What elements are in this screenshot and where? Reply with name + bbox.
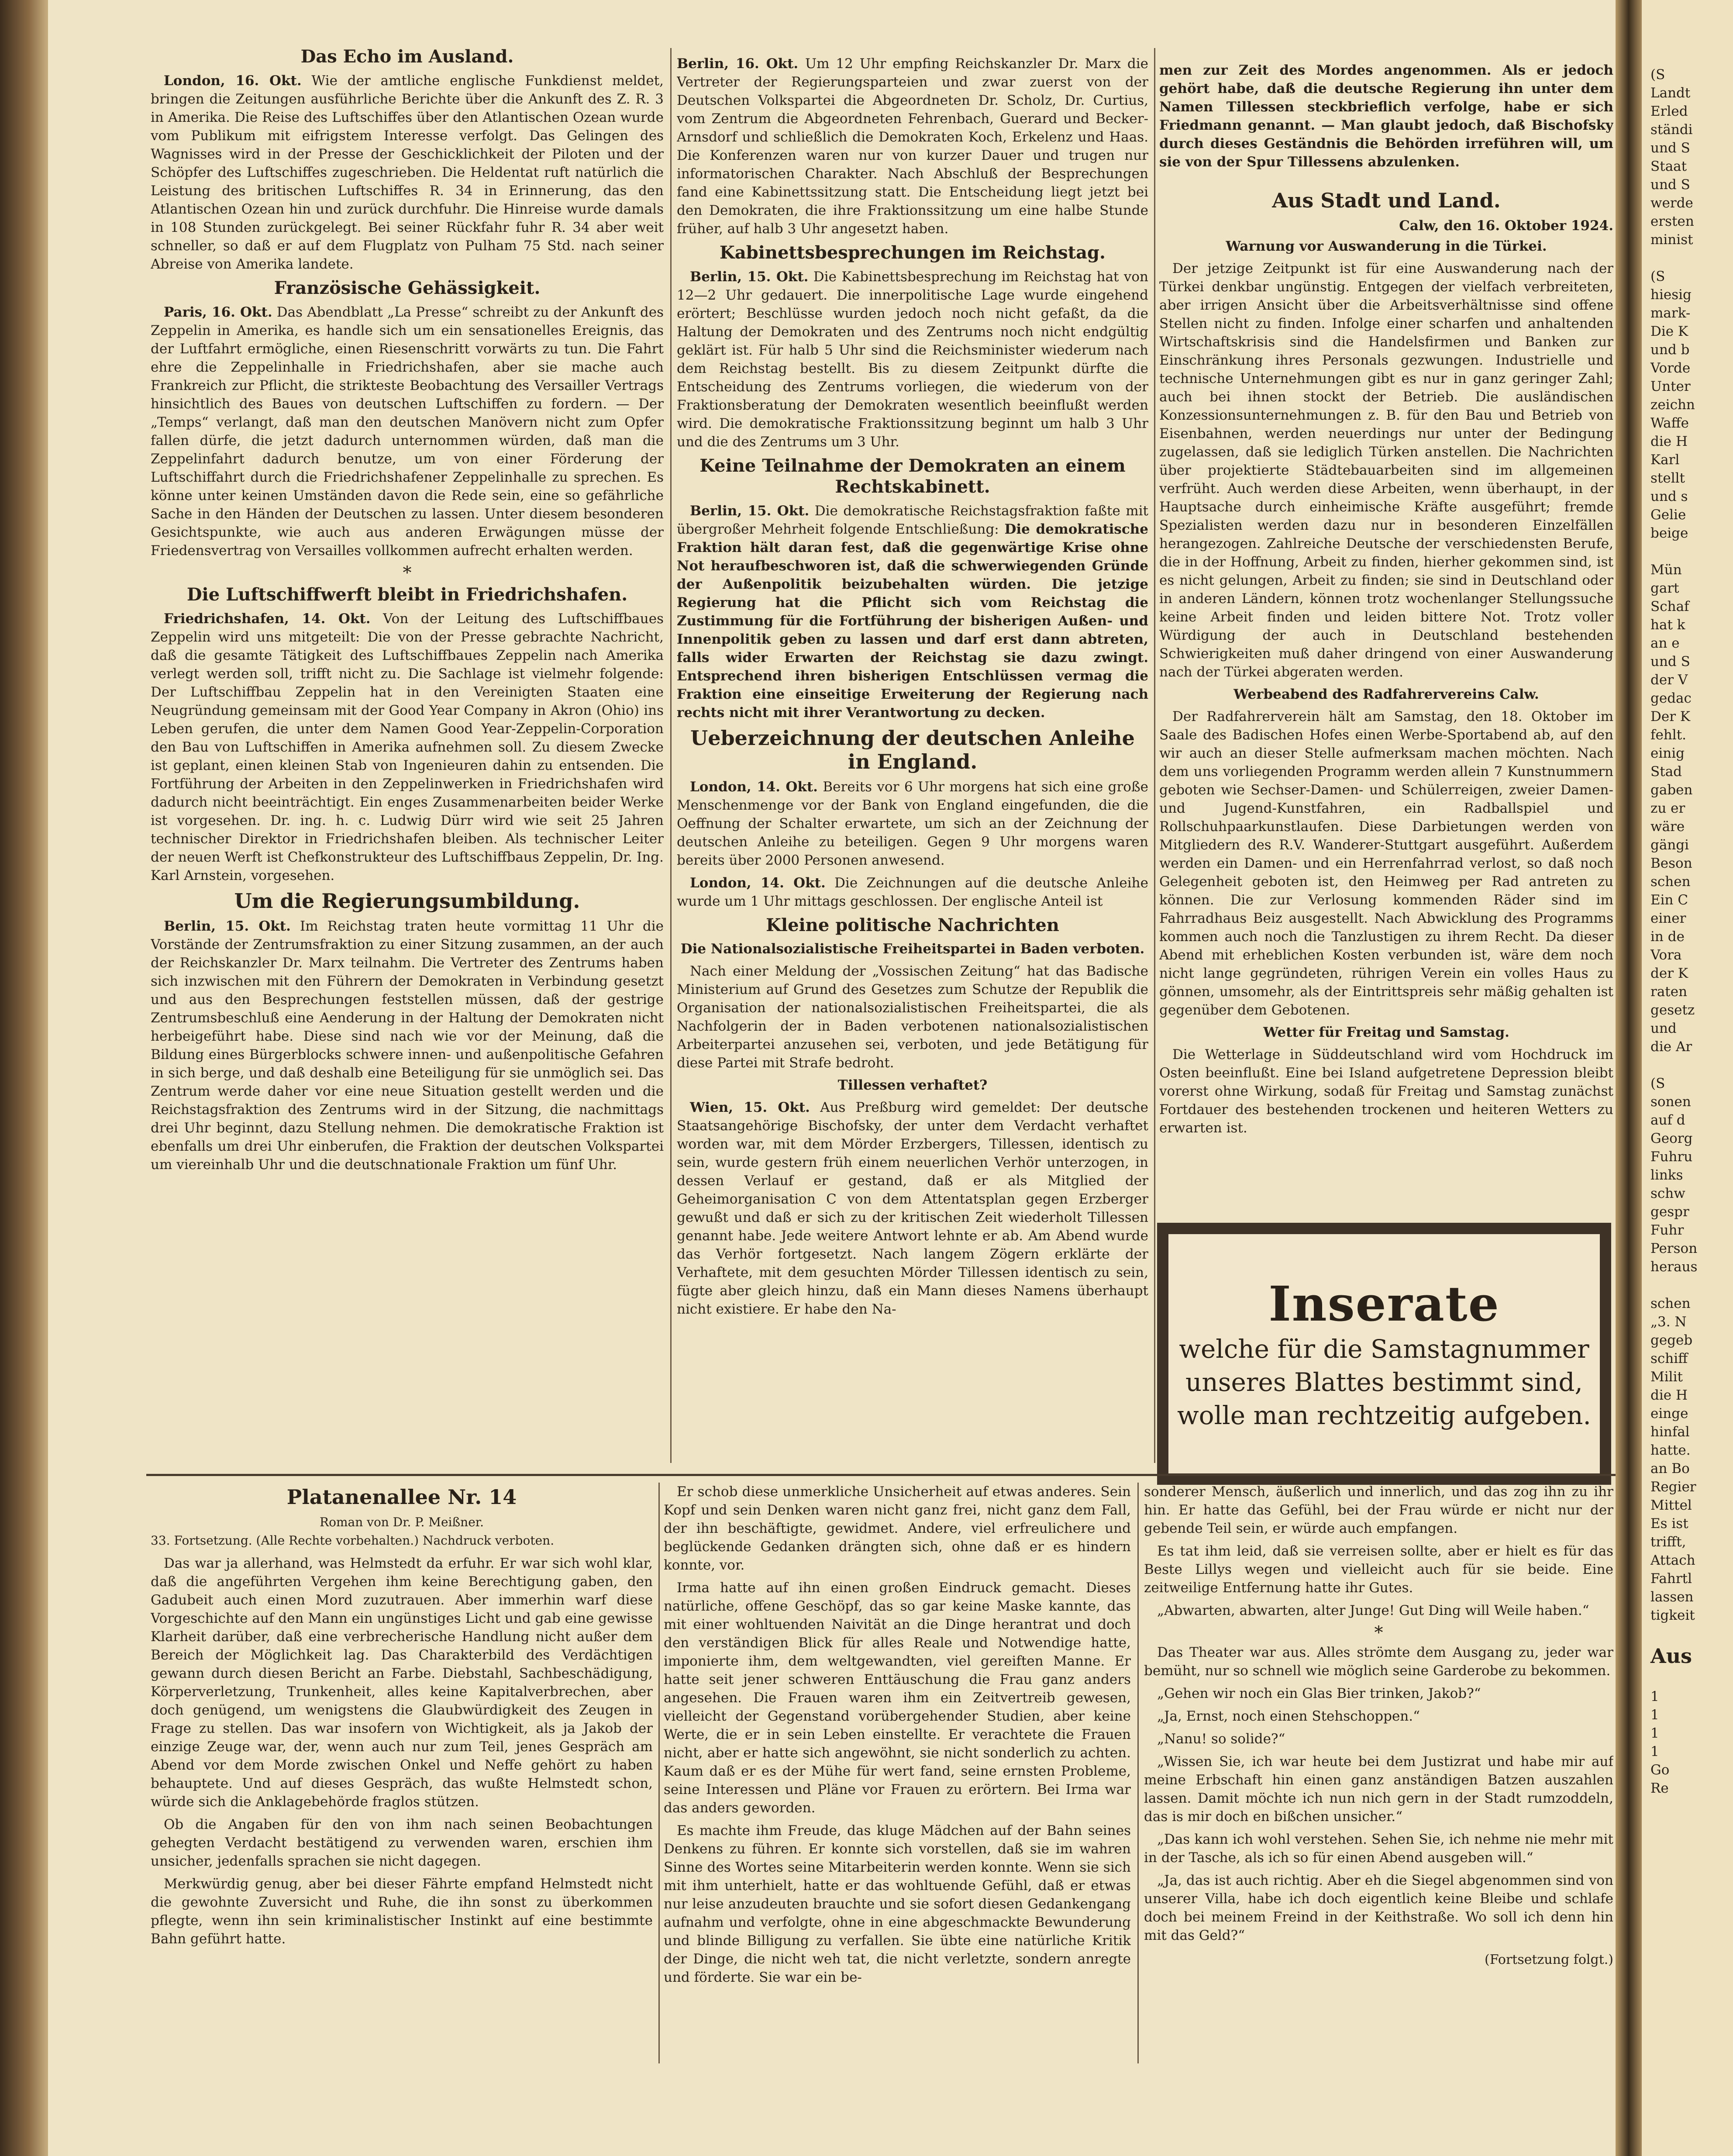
- article-berlin: [677, 55, 1148, 238]
- adjacent-page-line: wäre: [1650, 819, 1685, 835]
- dateline: Berlin, 15. Okt.: [164, 918, 291, 934]
- adjacent-page-line: gaben: [1650, 782, 1693, 798]
- adjacent-page-line: einge: [1650, 1406, 1688, 1421]
- adjacent-page-line: gart: [1650, 580, 1679, 596]
- adjacent-page-line: Gelie: [1650, 507, 1686, 523]
- article-baden: Nach einer Meldung der „Vossischen Zeitung“ hat das Badische Ministerium auf Grund des Gesetzes zum Schutze der Republik die Organisation der nationalsozialistischen Freiheitspartei, die als Nachfolgerin der in Baden verbotenen nationalsozialistischen Arbeiterpartei anzusehen sei, verboten, und jede Betätigung für diese Partei mit Strafe bedroht.: [677, 963, 1148, 1071]
- adjacent-page-line: zeichn: [1650, 397, 1695, 413]
- adjacent-page-line: zu er: [1650, 800, 1685, 816]
- article-kabinett: [677, 268, 1148, 451]
- adjacent-page-line: und b: [1650, 342, 1690, 358]
- newspaper-page: [48, 0, 1616, 2156]
- adjacent-page-line: Mittel: [1650, 1497, 1692, 1513]
- novel-paragraph: „Gehen wir noch ein Glas Bier trinken, Jakob?“: [1157, 1686, 1481, 1701]
- adjacent-page-line: 1: [1650, 1707, 1659, 1723]
- novel-column-1: [151, 1483, 653, 2063]
- adjacent-page-line: stellt: [1650, 470, 1685, 486]
- novel-paragraph: Er schob diese unmerkliche Unsicherheit auf etwas anderes. Sein Kopf und sein Denken waren nicht ganz frei, nicht ganz dem Fall, der ihn beschäftigte, gewidmet. Andere, viel erfreulichere und beglückende Gedanken drängten sich, ohne daß er es hindern konnte, vor.: [664, 1484, 1131, 1573]
- adjacent-page-line: [1650, 1625, 1733, 1643]
- advertisement-box: [1157, 1223, 1611, 1485]
- headline-umbildung: Um die Regierungsumbildung.: [234, 889, 580, 913]
- adjacent-page-line: Ein C: [1650, 892, 1688, 908]
- adjacent-page-line: gängi: [1650, 837, 1689, 853]
- column-3: [1159, 61, 1613, 1214]
- adjacent-page-line: und S: [1650, 177, 1690, 193]
- adjacent-page-line: gedac: [1650, 690, 1692, 706]
- adjacent-page-line: [1650, 542, 1733, 561]
- novel-paragraph: Das war ja allerhand, was Helmstedt da erfuhr. Er war sich wohl klar, daß die angeführten Vergehen ihm keine Berechtigung gaben, den Gadubeit auch einen Mord zuzutrauen. Aber immerhin warf diese Vorgeschichte auf den Mann ein ungünstiges Licht und gab eine gewisse Klarheit darüber, daß eine verbrecherische Handlung nicht außer dem Bereich der Möglichkeit lag. Das Charakterbild des Verdächtigen gewann durch diesen Bericht an Farbe. Diebstahl, Sachbeschädigung, Körperverletzung, Trunkenheit, alles keine Kapitalverbrechen, aber doch genügend, um wenigstens die Glaubwürdigkeit des Zeugen in Frage zu stellen. Das war insofern von Wichtigkeit, als ja Jakob der einzige Zeuge war, der, wenn auch nur zum Teil, jenes Gespräch am Abend vor dem Morde zwischen Onkel und Neffe gehört zu haben behauptete. Und auf dieses Gespräch, das wußte Helmstedt schon, würde sich die Anklagebehörde fraglos stützen.: [151, 1556, 653, 1810]
- adjacent-page-line: und: [1650, 1021, 1677, 1036]
- adjacent-page-line: minist: [1650, 232, 1693, 248]
- adjacent-page-line: gesetz: [1650, 1002, 1695, 1018]
- subheadline-tillessen: Tillessen verhaftet?: [837, 1077, 988, 1093]
- adjacent-page-line: Die K: [1650, 324, 1688, 339]
- adjacent-page-text: [1642, 0, 1733, 1797]
- adjacent-page-line: Beson: [1650, 856, 1692, 871]
- adjacent-page-line: Georg: [1650, 1131, 1693, 1146]
- headline-kleine-nachrichten: Kleine politische Nachrichten: [766, 915, 1059, 935]
- adjacent-page-line: Vora: [1650, 947, 1682, 963]
- article-text: Um 12 Uhr empfing Reichskanzler Dr. Marx die Vertreter der Regierungsparteien und zwar zuerst von der Deutschen Volkspartei die Abgeordneten Dr. Scholz, Dr. Curtius, vom Zentrum die Abgeordneten Fehrenbach, Guerard und Becker-Arnsdorf und schließlich die Demokraten Koch, Erkelenz und Haas. Die Konferenzen waren nur von kurzer Dauer und trugen nur informatorischen Charakter. Nach Abschluß der Besprechungen fand eine Kabinettssitzung statt. Die Entscheidung liegt jetzt bei den Demokraten, die ihre Fraktionssitzung um eine halbe Stunde früher, auf halb 3 Uhr angesetzt haben.: [677, 56, 1148, 237]
- adjacent-page-line: [1650, 1276, 1733, 1294]
- ad-text: welche für die Samstagnummer unseres Blattes bestimmt sind, wolle man rechtzeitig aufgeben.: [1177, 1334, 1591, 1430]
- column-rule: [670, 48, 672, 1463]
- adjacent-page-fragment: [1642, 0, 1733, 2156]
- adjacent-page-line: Milit: [1650, 1369, 1683, 1385]
- adjacent-page-line: Erled: [1650, 103, 1688, 119]
- adjacent-page-line: gespr: [1650, 1204, 1689, 1220]
- adjacent-page-line: hatte.: [1650, 1442, 1691, 1458]
- adjacent-page-line: schen: [1650, 1296, 1691, 1311]
- adjacent-page-line: einig: [1650, 745, 1685, 761]
- article-wetter: Die Wetterlage in Süddeutschland wird vom Hochdruck im Osten beeinflußt. Eine bei Island aufgetretene Depression bleibt vorerst ohne Wirkung, sodaß für Freitag und Samstag zunächst Fortdauer des bestehenden trockenen und heiteren Wetters zu erwarten ist.: [1159, 1047, 1613, 1136]
- adjacent-page-line: Landt: [1650, 85, 1691, 101]
- adjacent-page-line: hiesig: [1650, 287, 1692, 303]
- adjacent-page-line: Go: [1650, 1762, 1670, 1778]
- dateline: Berlin, 15. Okt.: [690, 269, 809, 285]
- novel-paragraph: Irma hatte auf ihn einen großen Eindruck gemacht. Dieses natürliche, offene Geschöpf, das so gar keine Maske kannte, das mit einer wohltuenden Naivität an die Dinge herantrat und doch den verständigen Blick für alles Reale und Notwendige hatte, imponierte ihm, dem weltgewandten, viel gereiften Manne. Er hatte seit jener schweren Enttäuschung die Frau ganz anders angesehen. Die Frauen waren ihm ein Zeitvertreib gewesen, vielleicht der Gegenstand vorübergehender Studien, aber keine Werte, die er in sein Leben einstellte. Er verachtete die Frauen nicht, aber er hatte sich angewöhnt, sie nicht sonderlich zu achten. Kaum daß er es der Mühe für wert fand, seine ernsten Probleme, seine Interessen und Pläne vor Frauen zu erörtern. Bei Irma war das anders geworden.: [664, 1580, 1131, 1816]
- adjacent-page-line: fehlt.: [1650, 727, 1687, 743]
- adjacent-page-line: Attach: [1650, 1552, 1695, 1568]
- dateline: London, 14. Okt.: [690, 779, 818, 795]
- feuilleton-divider: [146, 1474, 1618, 1476]
- adjacent-page-line: Aus: [1650, 1644, 1692, 1668]
- adjacent-page-line: und S: [1650, 140, 1690, 156]
- article-demokraten: [677, 502, 1148, 722]
- article-text: Von der Leitung des Luftschiffbaues Zeppelin wird uns mitgeteilt: Die von der Presse gebrachte Nachricht, daß die gesamte Tätigkeit des Luftschiffbaues Zeppelin nach Amerika verlegt werden soll, trifft nicht zu. Die Sachlage ist vielmehr folgende: Der Luftschiffbau Zeppelin hat in den Vereinigten Staaten eine Neugründung gemeinsam mit der Good Year Company in Akron (Ohio) ins Leben gerufen, die unter dem Namen Good Year-Zeppelin-Corporation den Bau von Luftschiffen in Amerika aufnehmen soll. Zu diesem Zwecke ist geplant, einen kleinen Stab von Ingenieuren dahin zu entsenden. Die Fortführung der Arbeiten in den Zeppelinwerken in Friedrichshafen wird dadurch nicht beeinträchtigt. Ein enges Zusammenarbeiten beider Werke ist vorgesehen. Dr. ing. h. c. Ludwig Dürr wird wie seit 25 Jahren technischer Direktor in Friedrichshafen bleiben. Als technischer Leiter der neuen Werft ist Chefkonstrukteur des Luftschiffbaus Zeppelin, Dr. Ing. Karl Arnstein, vorgesehen.: [151, 611, 664, 883]
- adjacent-page-line: [1650, 249, 1733, 267]
- section-divider-star: *: [403, 563, 412, 583]
- adjacent-page-line: Fahrtl: [1650, 1571, 1692, 1587]
- adjacent-page-line: Schaf: [1650, 599, 1689, 614]
- adjacent-page-line: (S: [1650, 1076, 1665, 1091]
- adjacent-page-line: einer: [1650, 911, 1686, 926]
- adjacent-page-line: Fuhru: [1650, 1149, 1693, 1165]
- article-radfahrer: Der Radfahrerverein hält am Samstag, den 18. Oktober im Saale des Badischen Hofes einen Werbe-Sportabend ab, auf den wir auch an dieser Stelle aufmerksam machen möchten. Nach dem uns vorliegenden Programm werden allein 7 Kunstnummern geboten wie Sechser-Damen- und Schülerreigen, zweier Damen- und Jugend-Kunstfahren, ein Radballspiel und Rollschuhpaarkunstlaufen. Diese Darbietungen werden von Mitgliedern des R.V. Wanderer-Stuttgart ausgeführt. Außerdem werden ein Damen- und ein Herrenfahrrad verlost, so daß noch Gelegenheit geboten ist, den Heimweg per Rad antreten zu können. Die zur Verlosung kommenden Räder sind im Fahrradhaus Beiz ausgestellt. Nach Abwicklung des Programms kommen auch noch die Tanzlustigen zu ihrem Recht. Da dieser Abend mit erheblichen Kosten verbunden ist, wäre dem noch nicht lange gegründeten, rührigen Verein ein volles Haus zu gönnen, umsomehr, als der Eintrittspreis sehr mäßig gehalten ist gegenüber dem Gebotenen.: [1159, 709, 1613, 1018]
- column-rule: [1154, 48, 1155, 1463]
- novel-byline: Roman von Dr. P. Meißner.: [320, 1515, 484, 1529]
- adjacent-page-line: 1: [1650, 1689, 1659, 1704]
- adjacent-page-line: [1650, 1669, 1733, 1687]
- adjacent-page-line: [1650, 1056, 1733, 1074]
- section-divider-star: *: [1374, 1623, 1383, 1643]
- adjacent-page-line: auf d: [1650, 1112, 1685, 1128]
- adjacent-page-line: an e: [1650, 635, 1680, 651]
- ad-title: Inserate: [1268, 1276, 1500, 1332]
- article-echo: [151, 72, 664, 273]
- dateline: London, 14. Okt.: [690, 875, 826, 891]
- adjacent-page-line: die Ar: [1650, 1039, 1692, 1055]
- novel-paragraph: „Das kann ich wohl verstehen. Sehen Sie, ich nehme nie mehr mit in der Tasche, als ich so für einen Abend ausgeben will.“: [1144, 1832, 1613, 1866]
- adjacent-page-line: hinfal: [1650, 1424, 1690, 1440]
- novel-paragraph: „Ja, das ist auch richtig. Aber eh die Siegel abgenommen sind von unserer Villa, habe ich doch eigentlich keine Bleibe und schlafe doch bei meinem Freind in der Keithstraße. Wo soll ich denn hin mit das Geld?“: [1144, 1873, 1613, 1943]
- adjacent-page-line: und S: [1650, 654, 1690, 669]
- adjacent-page-line: ständi: [1650, 122, 1693, 138]
- adjacent-page-line: werde: [1650, 195, 1693, 211]
- article-werft: [151, 610, 664, 885]
- adjacent-page-line: in de: [1650, 929, 1685, 945]
- adjacent-page-line: 1: [1650, 1744, 1659, 1759]
- adjacent-page-line: Re: [1650, 1780, 1669, 1796]
- novel-installment-note: 33. Fortsetzung. (Alle Rechte vorbehalten.) Nachdruck verboten.: [151, 1533, 555, 1548]
- adjacent-page-line: Stad: [1650, 764, 1682, 780]
- article-tillessen: [677, 1098, 1148, 1318]
- adjacent-page-line: sonen: [1650, 1094, 1691, 1110]
- headline-werft: Die Luftschiffwerft bleibt in Friedrichshafen.: [186, 584, 628, 605]
- article-text: Die demokratische Reichstagsfraktion faßte mit übergroßer Mehrheit folgende Entschließung:: [677, 503, 1148, 537]
- adjacent-page-line: Karl: [1650, 452, 1680, 468]
- adjacent-page-line: schw: [1650, 1186, 1685, 1201]
- novel-column-3: [1144, 1483, 1613, 2063]
- dateline: Berlin, 16. Okt.: [677, 56, 799, 72]
- headline-anleihe: Ueberzeichnung der deutschen Anleihe in England.: [690, 726, 1135, 773]
- novel-paragraph: Das Theater war aus. Alles strömte dem Ausgang zu, jeder war bemüht, nur so schnell wie möglich seine Garderobe zu bekommen.: [1144, 1645, 1613, 1679]
- adjacent-page-line: ersten: [1650, 214, 1694, 229]
- dateline: Wien, 15. Okt.: [690, 1100, 810, 1115]
- adjacent-page-line: gegeb: [1650, 1332, 1693, 1348]
- adjacent-page-line: schiff: [1650, 1351, 1688, 1366]
- dateline: London, 16. Okt.: [164, 73, 302, 89]
- adjacent-page-line: tigkeit: [1650, 1608, 1695, 1623]
- headline-echo: Das Echo im Ausland.: [300, 46, 514, 67]
- adjacent-page-line: Vorde: [1650, 360, 1691, 376]
- dateline-calw: Calw, den 16. Oktober 1924.: [1399, 218, 1613, 234]
- adjacent-page-line: an Bo: [1650, 1461, 1690, 1476]
- column-1: [151, 44, 664, 1467]
- article-anleihe: [677, 778, 1148, 869]
- adjacent-page-line: mark-: [1650, 305, 1691, 321]
- adjacent-page-line: links: [1650, 1167, 1683, 1183]
- adjacent-page-line: schen: [1650, 874, 1691, 890]
- headline-demokraten: Keine Teilnahme der Demokraten an einem Rechtskabinett.: [699, 455, 1126, 497]
- article-text: Das Abendblatt „La Presse“ schreibt zu der Ankunft des Zeppelin in Amerika, es handle sich um ein sensationelles Ereignis, das der Luftfahrt ermögliche, einen Riesenschritt vorwärts zu tun. Die Fahrt ehre die Zeppelinhalle in Friedrichshafen, aber sie mache auch Frankreich zur Pflicht, die strikteste Beobachtung des Versailler Vertrags hinsichtlich des Baues von deutschen Luftschiffen zu fordern. — Der „Temps“ verlangt, daß man den deutschen Manövern nicht zum Opfer fallen dürfe, die jetzt dadurch unternommen würden, daß man die Zeppelinfahrt dadurch benutze, um von einer Förderung der Luftschiffahrt durch die Friedrichshafener Zeppelinhalle zu sprechen. Es könne unter keinen Umständen davon die Rede sein, eine so gefährliche Sache in den Händen der Deutschen zu lassen. Unter diesem besonderen Gesichtspunkte, wie auch aus anderen Erwägungen müsse der Friedensvertrag von Versailles vollkommen aufrecht erhalten werden.: [151, 304, 664, 559]
- adjacent-page-line: hat k: [1650, 617, 1685, 633]
- article-text: Aus Preßburg wird gemeldet: Der deutsche Staatsangehörige Bischofsky, der unter dem Verdacht verhaftet worden war, mit dem Mörder Erzbergers, Tillessen, identisch zu sein, wurde gestern früh einem neuerlichen Verhör unterzogen, in dessen Verlauf er gestand, daß er als Mitglied der Geheimorganisation C von dem Attentatsplan gegen Erzberger gewußt und daß er sich zu der kritischen Zeit wiederholt Tillessen genannt habe. Jede weitere Antwort lehnte er ab. Am Abend wurde das Verhör fortgesetzt. Nach langem Zögern erklärte der Verhaftete, mit dem gesuchten Mörder Tillessen identisch zu sein, fügte aber gleich hinzu, daß ein Mann dieses Namens überhaupt nicht existiere. Er habe den Na-: [677, 1100, 1148, 1317]
- article-tillessen-cont: men zur Zeit des Mordes angenommen. Als er jedoch gehört habe, daß die deutsche Regierung ihn unter dem Namen Tillessen steckbrieflich verfolge, habe er sich Friedmann genannt. — Man glaubt jedoch, daß Bischofsky durch dieses Geständnis die Behörden irreführen will, um sie von der Spur Tillessens abzulenken.: [1159, 62, 1613, 170]
- adjacent-page-line: 1: [1650, 1725, 1659, 1741]
- article-french: [151, 303, 664, 560]
- adjacent-page-line: raten: [1650, 984, 1688, 1000]
- subheadline-baden: Die Nationalsozialistische Freiheitspartei in Baden verboten.: [680, 941, 1145, 957]
- adjacent-page-line: Person: [1650, 1241, 1698, 1256]
- headline-kabinett: Kabinettsbesprechungen im Reichstag.: [720, 242, 1106, 263]
- novel-paragraph: Merkwürdig genug, aber bei dieser Fährte empfand Helmstedt nicht die gewohnte Zuversicht und Ruhe, die ihn sonst zu überkommen pflegte, wenn ihn sein kriminalistischer Instinkt auf eine bestimmte Bahn geführt hatte.: [151, 1876, 653, 1947]
- novel-title: Platanenallee Nr. 14: [286, 1485, 517, 1509]
- novel-paragraph: Es machte ihm Freude, das kluge Mädchen auf der Bahn seines Denkens zu führen. Er konnte sich vorstellen, daß sie im wahren Sinne des Wortes seine Mitarbeiterin werden konnte. Wenn sie sich mit ihm unterhielt, hatte er das wohltuende Gefühl, daß er etwas nur leise anzudeuten brauchte und sie sofort diesen Gedankengang aufnahm und verfolgte, ohne in eine abgeschmackte Bewunderung und blinde Billigung zu verfallen. Sie übte eine natürliche Kritik der Dinge, die nicht weh tat, die nicht verletzte, sondern anregte und förderte. Sie war ein be-: [664, 1823, 1131, 1985]
- adjacent-page-line: Unter: [1650, 379, 1691, 394]
- novel-paragraph: „Abwarten, abwarten, alter Junge! Gut Ding will Weile haben.“: [1157, 1603, 1589, 1618]
- article-text: Wie der amtliche englische Funkdienst meldet, bringen die Zeitungen ausführliche Berichte über die Ankunft des Z. R. 3 in Amerika. Die Reise des Luftschiffes über den Atlantischen Ozean wurde vom Publikum mit eifrigstem Interesse verfolgt. Das Gelingen des Wagnisses wird in der Presse der Geschicklichkeit der Piloten und der Schöpfer des Luftschiffes zugeschrieben. Die Heldentat ruft natürlich die Leistung des britischen Luftschiffes R. 34 in Erinnerung, das den Atlantischen Ozean hin und zurück durchfuhr. Die Hinreise wurde damals in 108 Stunden zurückgelegt. Bei seiner Rückfahr fuhr R. 34 aber weit schneller, so daß er auf dem Flugplatz von Pulham 75 Std. nach seiner Abreise von Amerika landete.: [151, 73, 664, 272]
- dateline: Friedrichshafen, 14. Okt.: [164, 611, 371, 627]
- headline-stadt-und-land: Aus Stadt und Land.: [1272, 189, 1501, 212]
- adjacent-page-line: lassen: [1650, 1589, 1694, 1605]
- dateline: Berlin, 15. Okt.: [690, 503, 810, 519]
- adjacent-page-line: die H: [1650, 1387, 1688, 1403]
- adjacent-page-line: die H: [1650, 434, 1688, 449]
- book-binding-edge: [0, 0, 48, 2156]
- adjacent-page-line: (S: [1650, 269, 1665, 284]
- novel-paragraph: Ob die Angaben für den von ihm nach seinen Beobachtungen gehegten Verdacht bestätigend zu verwenden waren, erschien ihm unsicher, jedenfalls sprachen sie nicht dagegen.: [151, 1817, 653, 1869]
- article-umbildung: [151, 917, 664, 1174]
- adjacent-page-line: und s: [1650, 489, 1688, 504]
- adjacent-page-line: „3. N: [1650, 1314, 1687, 1330]
- headline-french: Französische Gehässigkeit.: [274, 278, 541, 298]
- subheadline-wetter: Wetter für Freitag und Samstag.: [1263, 1025, 1509, 1040]
- adjacent-page-line: der K: [1650, 966, 1688, 981]
- adjacent-page-line: Regier: [1650, 1479, 1696, 1495]
- novel-paragraph: sonderer Mensch, äußerlich und innerlich, und das zog ihn zu ihr hin. Er hatte das Gefühl, bei der Frau würde er nicht nur der gebende Teil sein, er würde auch empfangen.: [1144, 1484, 1613, 1536]
- dateline: Paris, 16. Okt.: [164, 304, 272, 320]
- adjacent-page-line: heraus: [1650, 1259, 1698, 1275]
- adjacent-page-line: Es ist: [1650, 1516, 1688, 1532]
- article-text: Im Reichstag traten heute vormittag 11 Uhr die Vorstände der Zentrumsfraktion zu einer Sitzung zusammen, an der auch der Reichskanzler Dr. Marx teilnahm. Die Vertreter des Zentrums haben sich inzwischen mit den Führern der Demokraten in Verbindung gesetzt und aus den Besprechungen feststellen müssen, daß der gestrige Zentrumsbeschluß eine Aenderung in der Haltung der Demokraten nicht herbeigeführt habe. Diese sind nach wie vor der Meinung, daß die Bildung eines Bürgerblocks schwere innen- und außenpolitische Gefahren in sich berge, und daß deshalb eine Beteiligung für sie unmöglich sei. Das Zentrum werde daher vor eine neue Situation gestellt werden und die Reichstagsfraktion des Zentrums wird in der Sitzung, die nachmittags drei Uhr beginnt, dazu Stellung nehmen. Die demokratische Fraktion ist ebenfalls um drei Uhr einberufen, die Fraktion der deutschen Volkspartei um viereinhalb Uhr und die deutschnationale Fraktion um fünf Uhr.: [151, 918, 664, 1173]
- article-anleihe-2: [677, 874, 1148, 911]
- adjacent-page-line: Der K: [1650, 709, 1691, 724]
- article-text-bold: Die demokratische Fraktion hält daran fest, daß die gegenwärtige Krise ohne Not heraufbeschworen ist, daß die schwerwiegenden Gründe der Außenpolitik beizubehalten würden. Die jetzige Regierung hat die Pflicht sich vom Reichstag die Zustimmung für die Fortführung der bisherigen Außen- und Innenpolitik geben zu lassen und darf erst dann abtreten, falls wider Erwarten der Reichstag sie dazu zwingt. Entsprechend ihren bisherigen Entschlüssen vermag die Fraktion eine einseitige Erweiterung der Regierung nach rechts nicht mit ihrer Verantwortung zu decken.: [677, 521, 1148, 721]
- novel-paragraph: Es tat ihm leid, daß sie verreisen sollte, aber er hielt es für das Beste Lillys wegen und vielleicht auch für sie beide. Eine zeitweilige Entfernung hatte ihr Gutes.: [1144, 1543, 1613, 1596]
- column-rule: [1137, 1483, 1139, 2063]
- novel-paragraph: „Wissen Sie, ich war heute bei dem Justizrat und habe mir auf meine Erbschaft hin einen ganz anständigen Batzen auszahlen lassen. Damit möchte ich nun nich gern in der Stadt rumzoddeln, das is mir doch en bißchen unsicher.“: [1144, 1754, 1613, 1825]
- novel-paragraph: „Ja, Ernst, noch einen Stehschoppen.“: [1157, 1708, 1420, 1724]
- novel-column-2: [664, 1483, 1131, 2063]
- article-text: Bereits vor 6 Uhr morgens hat sich eine große Menschenmenge vor der Bank von England eingefunden, die die Oeffnung der Schalter erwartete, um sich an der Zeichnung der deutschen Anleihe zu beteiligen. Gegen 9 Uhr morgens waren bereits über 2000 Personen anwesend.: [677, 779, 1148, 868]
- adjacent-page-line: trifft,: [1650, 1534, 1686, 1550]
- subheadline-radfahrer: Werbeabend des Radfahrervereins Calw.: [1233, 686, 1539, 702]
- adjacent-page-line: (S: [1650, 67, 1665, 83]
- column-rule: [658, 1483, 660, 2063]
- adjacent-page-line: Fuhr: [1650, 1222, 1684, 1238]
- article-tuerkei: Der jetzige Zeitpunkt ist für eine Auswanderung nach der Türkei denkbar ungünstig. Entgegen der vielfach verbreiteten, aber irrigen Ansicht über die Arbeitsverhältnisse sind offene Stellen nicht zu finden. Infolge einer scharfen und anhaltenden Wirtschaftskrisis sind die Handelsfirmen und Banken zur Einschränkung ihres Personals gezwungen. Industrielle und technische Unternehmungen gibt es nur in ganz geringer Zahl; auch bei ihnen stockt der Betrieb. Die ausländischen Konzessionsunternehmungen z. B. für den Bau und Betrieb von Eisenbahnen, werden neuerdings nur unter der Bedingung zugelassen, daß sie lediglich Türken anstellen. Die Nachrichten über projektierte Städtebauarbeiten sind im allgemeinen verfrüht. Auch werden diese Arbeiten, wenn überhaupt, in der Hauptsache durch einheimische Kräfte ausgeführt; fremde Spezialisten werden dazu nur in besonderen Einzelfällen herangezogen. Zahlreiche Deutsche der verschiedensten Berufe, die in der Hoffnung, Arbeit zu finden, hierher gekommen sind, ist es nicht gelungen, Arbeit zu finden; sie sind in Deutschland oder in anderen Ländern, können trotz wochenlanger Stellungssuche keine Arbeit finden und leiden bittere Not. Trotz voller Würdigung der auch in Deutschland bestehenden Schwierigkeiten muß daher dringend von einer Auswanderung nach der Türkei abgeraten werden.: [1159, 261, 1613, 680]
- column-2: [677, 55, 1148, 1472]
- subheadline-tuerkei: Warnung vor Auswanderung in die Türkei.: [1226, 238, 1547, 254]
- continued-note: (Fortsetzung folgt.): [1485, 1952, 1613, 1967]
- book-gutter: [1616, 0, 1642, 2156]
- novel-paragraph: „Nanu! so solide?“: [1157, 1731, 1285, 1747]
- article-text: Die Zeichnungen auf die deutsche Anleihe wurde um 1 Uhr mittags geschlossen. Der englische Anteil ist: [677, 875, 1148, 909]
- adjacent-page-line: Waffe: [1650, 415, 1689, 431]
- adjacent-page-line: Mün: [1650, 562, 1682, 578]
- adjacent-page-line: Staat: [1650, 159, 1687, 174]
- article-text: Die Kabinettsbesprechung im Reichstag hat von 12—2 Uhr gedauert. Die innerpolitische Lage wurde eingehend erörtert; Beschlüsse wurden jedoch noch nicht gefaßt, da die Haltung der Demokraten und des Zentrums noch nicht endgültig geklärt ist. Für halb 5 Uhr sind die Reichsminister wiederum nach dem Reichstag bestellt. Bis zu diesem Zeitpunkt dürfte die Entscheidung des Zentrums vorliegen, die wiederum von der Fraktionsberatung der Demokraten wesentlich beeinflußt werden wird. Die demokratische Fraktionssitzung beginnt um halb 3 Uhr und die des Zentrums um 3 Uhr.: [677, 269, 1148, 450]
- adjacent-page-line: der V: [1650, 672, 1688, 688]
- adjacent-page-line: beige: [1650, 525, 1688, 541]
